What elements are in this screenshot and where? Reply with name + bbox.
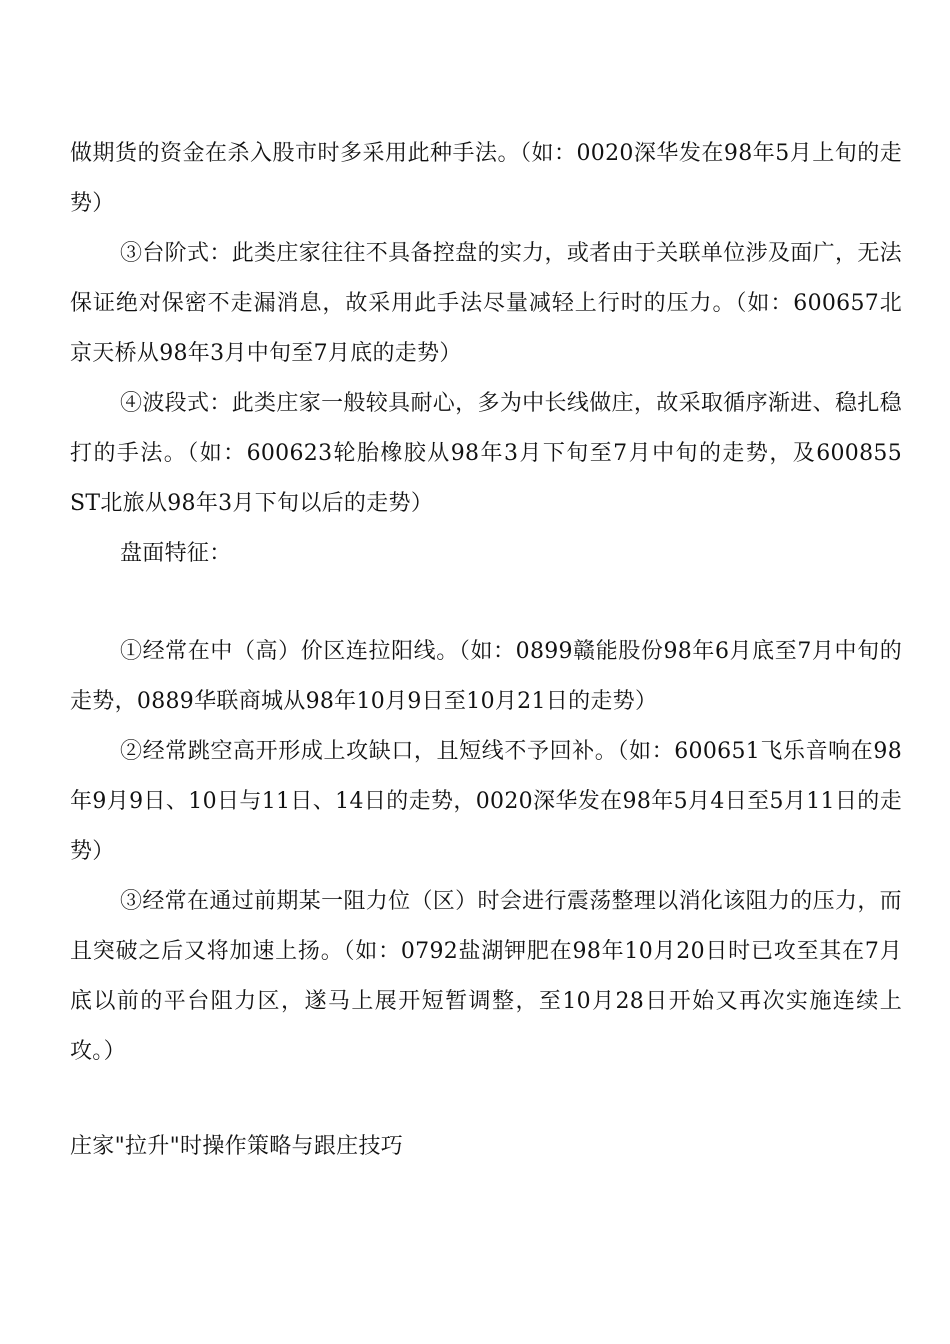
section-heading: 庄家"拉升"时操作策略与跟庄技巧 <box>70 1134 404 1159</box>
paragraph-futures-capital: 做期货的资金在杀入股市时多采用此种手法。（如：0020深华发在98年5月上旬的走势） <box>70 141 902 216</box>
paragraph-wave-style: ④波段式：此类庄家一般较具耐心，多为中长线做庄，故采取循序渐进、稳扎稳打的手法。（如：600623轮胎橡胶从98年3月下旬至7月中旬的走势，及600855 ST北旅从98年3月下旬以后的走势） <box>70 391 902 516</box>
paragraph-feature-1: ①经常在中（高）价区连拉阳线。（如：0899赣能股份98年6月底至7月中旬的走势，0889华联商城从98年10月9日至10月21日的走势） <box>70 639 902 714</box>
paragraph-feature-2: ②经常跳空高开形成上攻缺口，且短线不予回补。（如：600651飞乐音响在98年9月9日、10日与11日、14日的走势，0020深华发在98年5月4日至5月11日的走势） <box>70 739 902 864</box>
paragraph-board-features-label: 盘面特征： <box>120 541 232 566</box>
paragraph-staircase-style: ③台阶式：此类庄家往往不具备控盘的实力，或者由于关联单位涉及面广，无法保证绝对保密不走漏消息，故采用此手法尽量减轻上行时的压力。（如：600657北京天桥从98年3月中旬至7月底的走势） <box>70 241 902 366</box>
paragraph-feature-3: ③经常在通过前期某一阻力位（区）时会进行震荡整理以消化该阻力的压力，而且突破之后又将加速上扬。（如：0792盐湖钾肥在98年10月20日时已攻至其在7月底以前的平台阻力区，遂马上展开短暂调整，至10月28日开始又再次实施连续上攻。） <box>70 889 902 1064</box>
